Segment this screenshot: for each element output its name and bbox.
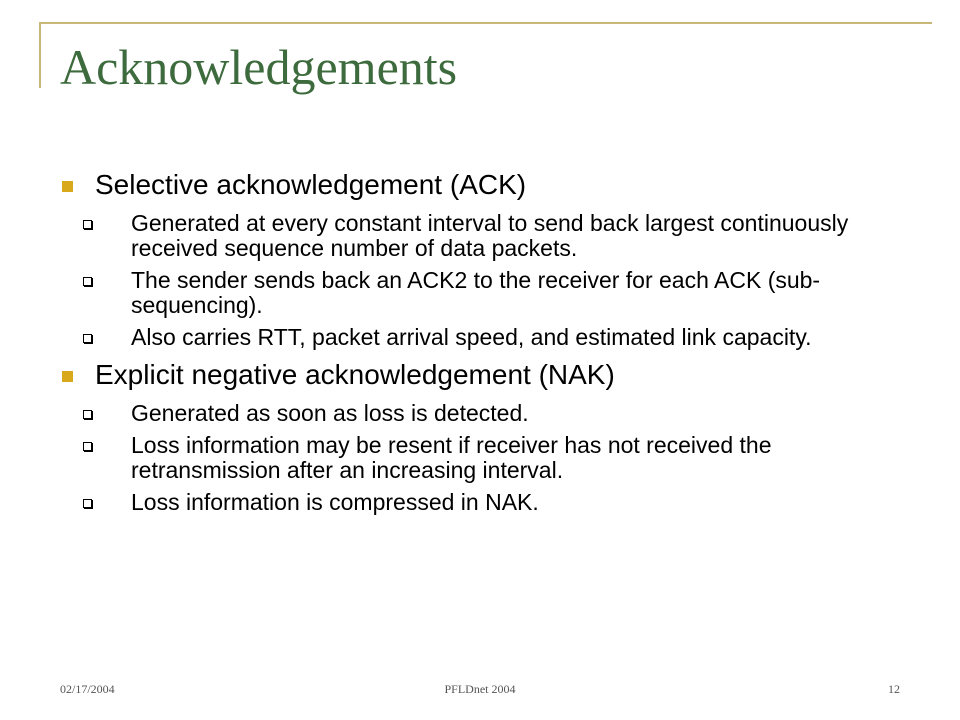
- sub-bullet-text: Generated at every constant interval to send back largest continuously received sequence number of data packets.: [131, 210, 849, 261]
- frame-left-line: [39, 22, 41, 88]
- checkbox-bullet-icon: [83, 499, 92, 508]
- square-bullet-icon: [62, 181, 73, 192]
- sub-bullet: [60, 433, 910, 483]
- slide-title: Acknowledgements: [60, 39, 458, 95]
- bullet-text: Selective acknowledgement (ACK): [95, 169, 527, 200]
- sub-bullet: [60, 490, 910, 515]
- checkbox-bullet-icon: [83, 334, 92, 343]
- bullet-list: [60, 166, 910, 515]
- sub-bullet-text: Loss information may be resent if receiver has not received the retransmission after an increasing interval.: [131, 432, 772, 483]
- page-number: 12: [888, 682, 900, 696]
- checkbox-bullet-icon: [83, 410, 92, 419]
- frame-top-line: [39, 22, 932, 24]
- sub-bullet-text: The sender sends back an ACK2 to the receiver for each ACK (sub-sequencing).: [131, 267, 821, 318]
- sub-bullet: [60, 325, 910, 350]
- bullet-explicit-nak: [60, 356, 910, 394]
- sub-bullet: [60, 401, 910, 426]
- bullet-selective-ack: [60, 166, 910, 204]
- sub-bullet-text: Also carries RTT, packet arrival speed, and estimated link capacity.: [131, 324, 812, 350]
- footer-event: PFLDnet 2004: [444, 682, 516, 696]
- checkbox-bullet-icon: [83, 442, 92, 451]
- sub-bullet-text: Generated as soon as loss is detected.: [131, 400, 529, 426]
- footer-date: 02/17/2004: [60, 682, 115, 696]
- bullet-text: Explicit negative acknowledgement (NAK): [95, 359, 615, 390]
- sub-bullet: [60, 211, 910, 261]
- square-bullet-icon: [62, 371, 73, 382]
- checkbox-bullet-icon: [83, 220, 92, 229]
- checkbox-bullet-icon: [83, 277, 92, 286]
- sub-bullet: [60, 268, 910, 318]
- sub-bullet-text: Loss information is compressed in NAK.: [131, 489, 539, 515]
